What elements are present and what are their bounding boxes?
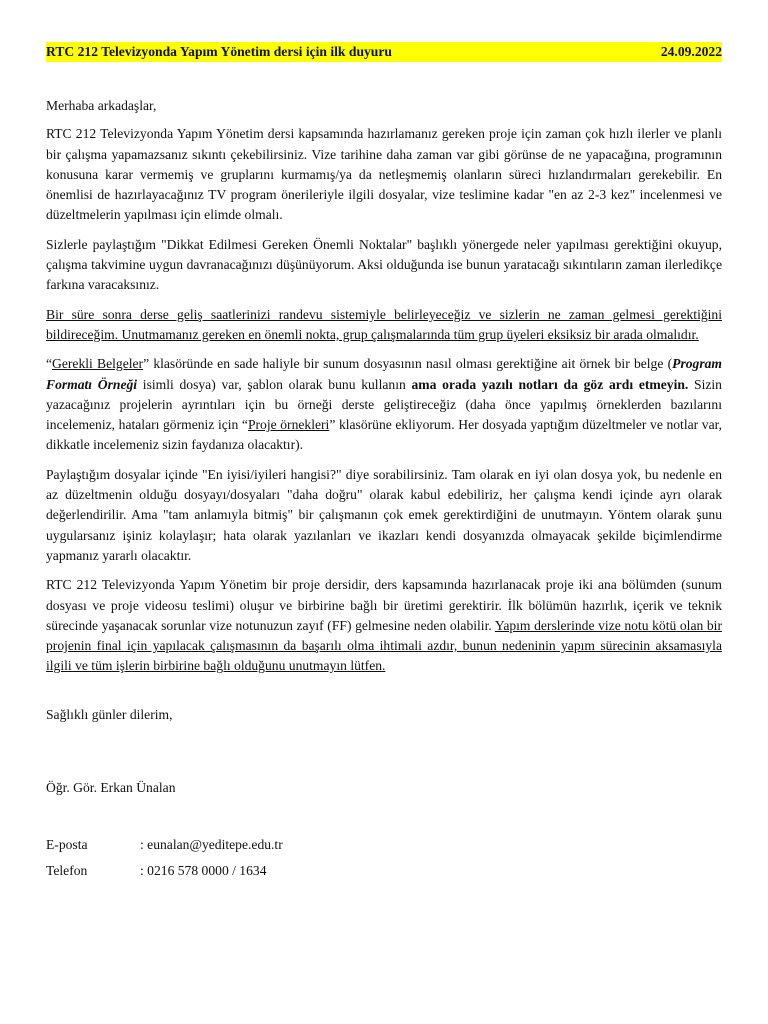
p6-underlined: Yapım derslerinde vize notu kötü olan bir projenin final için yapılacak çalışmasının da başarılı olma ihtimali azdır, bunun nedeninin yapım sürecinin aksamasıyla ilgili ve tüm işlerin birbirine bağlı olduğunu unutmayın lütfen. bbox=[46, 617, 722, 674]
p6-text: RTC 212 Televizyonda Yapım Yönetim bir proje dersidir, ders kapsamında hazırlanacak proje iki ana bölümden (sunum dosyası ve proje videosu teslimi) oluşur ve birbirine bağlı bir üretimi gerektirir. İlk bölümün hazırlık, içerik ve teknik sürecinde yaşanacak sorunlar vize notunuzun zayıf (FF) gelmesine neden olabilir. bbox=[46, 577, 722, 633]
paragraph-6 bbox=[46, 575, 722, 676]
paragraph-3 bbox=[46, 305, 722, 346]
paragraph-4 bbox=[46, 354, 722, 455]
paragraph-3-underlined: Bir süre sonra derse geliş saatlerinizi randevu sistemiyle belirleyeceğiz ve sizlerin ne zaman gelmesi gerektiğini bildireceğim. Unutmamanız gereken en önemli nokta, grup çalışmalarında tüm grup üyeleri eksiksiz bir arada olmalıdır. bbox=[46, 306, 722, 342]
paragraph-2: Sizlerle paylaştığım "Dikkat Edilmesi Gereken Önemli Noktalar" başlıklı yönergede neler yapılması gerektiğini okuyup, çalışma takvimine uygun davranacağınızı düşünüyorum. Aksi olduğunda ise bunun yaratacağı sıkıntıların zaman ilerledikçe farkına varacaksınız. bbox=[46, 236, 722, 293]
signature-name: Öğr. Gör. Erkan Ünalan bbox=[46, 780, 176, 795]
phone-value: : 0216 578 0000 / 1634 bbox=[140, 863, 267, 878]
p4-text-3: Sizin yazacağınız projelerin ayrıntıları için bu örneği derste geliştireceğiz (daha önce yapılmış örneklerden bazılarını incelemeniz, hataları görmeniz için “ bbox=[46, 376, 722, 433]
paragraph-1: RTC 212 Televizyonda Yapım Yönetim dersi kapsamında hazırlamanız gereken proje için zaman çok hızlı ilerler ve planlı bir çalışma yapamazsanız sıkıntı çekebilirsiniz. Vize tarihine daha zaman var gibi görünse de ne yapacağına, programının konusuna karar vermemiş ve gruplarını kurmamış/ya da netleşmemiş olanların süreci hızlandırmaları gerekebilir. En önemlisi de hazırlayacağınız TV program önerileriyle ilgili dosyalar, vize teslimine kadar "en az 2-3 kez" incelenmesi ve düzeltmelerin yapılması için elimde olmalı. bbox=[46, 126, 722, 223]
letter-body bbox=[46, 96, 722, 686]
paragraph-5: Paylaştığım dosyalar içinde "En iyisi/iyileri hangisi?" diye sorabilirsiniz. Tam olarak en iyi olan dosya yok, bu nedenle en az düzeltmenin olduğu dosyayı/dosyaları "daha doğru" olarak kabul edebiliriz, her çalışma kendi içinde ayrı olarak değerlendirilir. Ama "tam anlamıyla bitmiş" bir çalışmanın çok emek gerektirdiğini de unutmayın. Yöntem olarak şunu uygularsanız işiniz kolaylaşır; hata olarak yazılanları ve ikazları kendi dosyanızda olmayacak şekilde biçimlendirme yapmanız yararlı olacaktır. bbox=[46, 466, 722, 563]
p4-bold-note: ama orada yazılı notları da göz ardı etmeyin. bbox=[411, 376, 689, 392]
program-formati-ornegi-ref: Program Formatı Örneği bbox=[46, 356, 722, 392]
announcement-header bbox=[46, 42, 722, 62]
announcement-date: 24.09.2022 bbox=[660, 44, 722, 59]
email-value: : eunalan@yeditepe.edu.tr bbox=[140, 837, 283, 852]
announcement-title: RTC 212 Televizyonda Yapım Yönetim dersi için ilk duyuru bbox=[46, 44, 392, 59]
email-row bbox=[46, 832, 283, 858]
phone-label: Telefon bbox=[46, 863, 88, 878]
p4-text-4: ” klasörüne ekliyorum. Her dosyada yaptığım düzeltmeler ve notlar var, dikkatle incelemeniz sizin faydanıza olacaktır). bbox=[46, 417, 722, 453]
greeting: Merhaba arkadaşlar, bbox=[46, 98, 157, 113]
phone-row bbox=[46, 858, 283, 884]
email-label: E-posta bbox=[46, 837, 88, 852]
p4-text-2: isimli dosya) var, şablon olarak bunu kullanın bbox=[137, 376, 412, 392]
p4-text-1: ” klasöründe en sade haliyle bir sunum dosyasının nasıl olması gerektiğine ait örnek bir belge ( bbox=[143, 356, 673, 372]
contact-block bbox=[46, 832, 283, 884]
gerekli-belgeler-folder-ref: Gerekli Belgeler bbox=[52, 356, 144, 372]
closing-line: Sağlıklı günler dilerim, bbox=[46, 707, 173, 722]
p4-quote-open: “ bbox=[46, 356, 53, 372]
proje-ornekleri-folder-ref: Proje örnekleri bbox=[247, 417, 330, 433]
